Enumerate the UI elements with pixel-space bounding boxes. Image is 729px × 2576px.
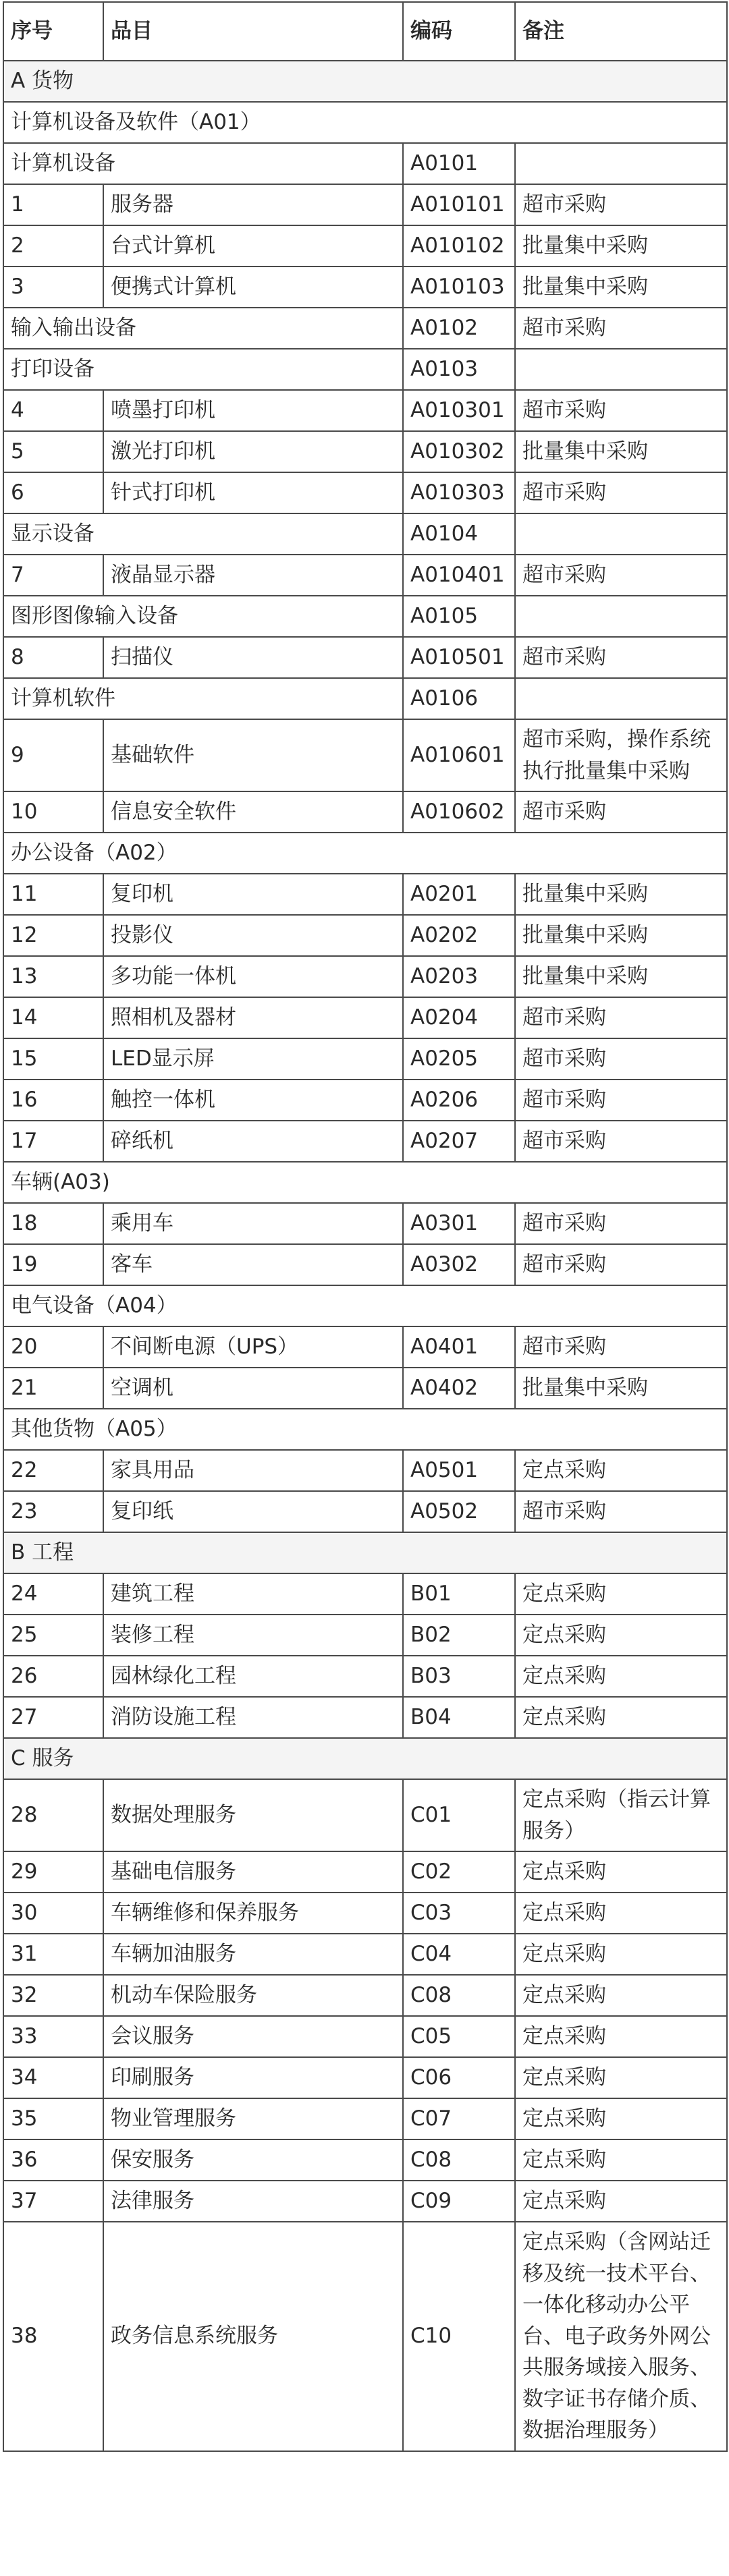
item-code: A0401 <box>403 1326 515 1368</box>
item-note: 批量集中采购 <box>515 267 727 308</box>
item-name: 信息安全软件 <box>103 791 403 833</box>
table-row <box>3 390 727 431</box>
item-code: C02 <box>403 1851 515 1893</box>
item-code: A0203 <box>403 956 515 997</box>
group-code: A0101 <box>403 143 515 184</box>
item-code: B01 <box>403 1573 515 1615</box>
table-row <box>3 1244 727 1285</box>
item-name: 保安服务 <box>103 2139 403 2181</box>
item-name: 碎纸机 <box>103 1121 403 1162</box>
item-no: 12 <box>3 915 103 956</box>
item-name: 车辆加油服务 <box>103 1934 403 1975</box>
item-no: 7 <box>3 555 103 596</box>
item-note: 定点采购 <box>515 2139 727 2181</box>
item-no: 38 <box>3 2222 103 2451</box>
item-code: A0204 <box>403 997 515 1038</box>
item-code: A0201 <box>403 874 515 915</box>
table-row <box>3 997 727 1038</box>
item-no: 26 <box>3 1656 103 1697</box>
group-label: 计算机设备 <box>3 143 403 184</box>
item-name: 投影仪 <box>103 915 403 956</box>
table-row <box>3 1893 727 1934</box>
table-row <box>3 1080 727 1121</box>
item-no: 11 <box>3 874 103 915</box>
subsection-row <box>3 102 727 143</box>
item-no: 13 <box>3 956 103 997</box>
table-row <box>3 1615 727 1656</box>
subsection-label: 其他货物（A05） <box>3 1409 727 1450</box>
item-no: 36 <box>3 2139 103 2181</box>
item-note: 定点采购 <box>515 2181 727 2222</box>
table-row <box>3 1450 727 1491</box>
item-name: 机动车保险服务 <box>103 1975 403 2016</box>
item-name: 家具用品 <box>103 1450 403 1491</box>
table-row <box>3 956 727 997</box>
header-name: 品目 <box>103 2 403 61</box>
item-name: LED显示屏 <box>103 1038 403 1080</box>
item-name: 便携式计算机 <box>103 267 403 308</box>
item-note: 超市采购 <box>515 637 727 678</box>
item-code: A010601 <box>403 719 515 791</box>
item-code: A010302 <box>403 431 515 472</box>
item-name: 液晶显示器 <box>103 555 403 596</box>
item-note: 批量集中采购 <box>515 915 727 956</box>
item-no: 14 <box>3 997 103 1038</box>
header-note: 备注 <box>515 2 727 61</box>
item-name: 法律服务 <box>103 2181 403 2222</box>
item-name: 消防设施工程 <box>103 1697 403 1738</box>
item-code: C10 <box>403 2222 515 2451</box>
table-row <box>3 637 727 678</box>
item-name: 复印纸 <box>103 1491 403 1532</box>
item-code: A0205 <box>403 1038 515 1080</box>
group-code: A0105 <box>403 596 515 637</box>
item-no: 6 <box>3 472 103 513</box>
item-note: 超市采购 <box>515 1121 727 1162</box>
group-label: 显示设备 <box>3 513 403 555</box>
item-note: 超市采购 <box>515 1080 727 1121</box>
item-name: 印刷服务 <box>103 2057 403 2098</box>
item-code: C08 <box>403 1975 515 2016</box>
section-label: C 服务 <box>3 1738 727 1779</box>
table-header-row <box>3 2 727 61</box>
item-note: 定点采购（含网站迁移及统一技术平台、一体化移动办公平台、电子政务外网公共服务域接入服务、数字证书存储介质、数据治理服务） <box>515 2222 727 2451</box>
item-name: 复印机 <box>103 874 403 915</box>
item-note: 定点采购 <box>515 1656 727 1697</box>
item-no: 29 <box>3 1851 103 1893</box>
item-code: C04 <box>403 1934 515 1975</box>
table-row <box>3 1975 727 2016</box>
item-code: C07 <box>403 2098 515 2139</box>
table-row <box>3 2098 727 2139</box>
table-row <box>3 2139 727 2181</box>
subsection-label: 办公设备（A02） <box>3 833 727 874</box>
section-row <box>3 61 727 102</box>
group-row <box>3 349 727 390</box>
item-code: B03 <box>403 1656 515 1697</box>
table-row <box>3 225 727 267</box>
item-no: 18 <box>3 1203 103 1244</box>
item-no: 3 <box>3 267 103 308</box>
item-code: A010303 <box>403 472 515 513</box>
table-row <box>3 1491 727 1532</box>
table-row <box>3 2016 727 2057</box>
item-name: 喷墨打印机 <box>103 390 403 431</box>
table-body <box>3 2 727 2451</box>
group-label: 输入输出设备 <box>3 308 403 349</box>
item-no: 21 <box>3 1368 103 1409</box>
item-name: 基础电信服务 <box>103 1851 403 1893</box>
table-row <box>3 1851 727 1893</box>
subsection-row <box>3 1285 727 1326</box>
item-name: 触控一体机 <box>103 1080 403 1121</box>
table-row <box>3 1121 727 1162</box>
item-code: A010102 <box>403 225 515 267</box>
item-code: C05 <box>403 2016 515 2057</box>
table-row <box>3 1573 727 1615</box>
item-note: 定点采购 <box>515 2057 727 2098</box>
item-name: 多功能一体机 <box>103 956 403 997</box>
item-name: 扫描仪 <box>103 637 403 678</box>
subsection-row <box>3 833 727 874</box>
item-note: 批量集中采购 <box>515 1368 727 1409</box>
item-code: C01 <box>403 1779 515 1851</box>
group-row <box>3 678 727 719</box>
group-note <box>515 143 727 184</box>
item-no: 17 <box>3 1121 103 1162</box>
item-code: A010101 <box>403 184 515 225</box>
subsection-label: 电气设备（A04） <box>3 1285 727 1326</box>
item-name: 车辆维修和保养服务 <box>103 1893 403 1934</box>
item-code: A0202 <box>403 915 515 956</box>
procurement-catalog-table <box>3 1 728 2452</box>
item-note: 超市采购 <box>515 555 727 596</box>
header-code: 编码 <box>403 2 515 61</box>
item-note: 超市采购 <box>515 997 727 1038</box>
item-note: 超市采购 <box>515 1244 727 1285</box>
group-code: A0103 <box>403 349 515 390</box>
item-note: 批量集中采购 <box>515 225 727 267</box>
group-note <box>515 349 727 390</box>
item-note: 超市采购 <box>515 1203 727 1244</box>
item-no: 22 <box>3 1450 103 1491</box>
group-note <box>515 596 727 637</box>
item-code: A010501 <box>403 637 515 678</box>
group-note: 超市采购 <box>515 308 727 349</box>
item-no: 28 <box>3 1779 103 1851</box>
item-no: 19 <box>3 1244 103 1285</box>
item-no: 4 <box>3 390 103 431</box>
item-note: 定点采购 <box>515 1975 727 2016</box>
table-row <box>3 1934 727 1975</box>
item-note: 超市采购 <box>515 1326 727 1368</box>
item-name: 客车 <box>103 1244 403 1285</box>
group-row <box>3 143 727 184</box>
item-code: A010103 <box>403 267 515 308</box>
table-row <box>3 1697 727 1738</box>
group-label: 打印设备 <box>3 349 403 390</box>
item-name: 照相机及器材 <box>103 997 403 1038</box>
item-name: 基础软件 <box>103 719 403 791</box>
item-note: 超市采购 <box>515 390 727 431</box>
group-row <box>3 513 727 555</box>
header-no: 序号 <box>3 2 103 61</box>
item-note: 定点采购 <box>515 1934 727 1975</box>
item-no: 34 <box>3 2057 103 2098</box>
group-label: 图形图像输入设备 <box>3 596 403 637</box>
item-no: 8 <box>3 637 103 678</box>
table-row <box>3 1038 727 1080</box>
item-no: 2 <box>3 225 103 267</box>
table-row <box>3 874 727 915</box>
item-note: 超市采购 <box>515 472 727 513</box>
item-code: A010602 <box>403 791 515 833</box>
group-code: A0104 <box>403 513 515 555</box>
item-name: 服务器 <box>103 184 403 225</box>
item-name: 园林绿化工程 <box>103 1656 403 1697</box>
item-name: 物业管理服务 <box>103 2098 403 2139</box>
item-note: 定点采购（指云计算服务） <box>515 1779 727 1851</box>
item-no: 31 <box>3 1934 103 1975</box>
item-no: 5 <box>3 431 103 472</box>
item-no: 24 <box>3 1573 103 1615</box>
table-row <box>3 184 727 225</box>
table-row <box>3 719 727 791</box>
item-note: 超市采购，操作系统执行批量集中采购 <box>515 719 727 791</box>
subsection-row <box>3 1409 727 1450</box>
item-name: 针式打印机 <box>103 472 403 513</box>
item-no: 37 <box>3 2181 103 2222</box>
item-note: 定点采购 <box>515 1851 727 1893</box>
table-row <box>3 472 727 513</box>
item-code: A0402 <box>403 1368 515 1409</box>
item-code: B02 <box>403 1615 515 1656</box>
item-note: 批量集中采购 <box>515 874 727 915</box>
group-row <box>3 596 727 637</box>
item-code: A0207 <box>403 1121 515 1162</box>
section-row <box>3 1532 727 1573</box>
item-note: 定点采购 <box>515 1615 727 1656</box>
table-row <box>3 915 727 956</box>
section-label: B 工程 <box>3 1532 727 1573</box>
item-name: 会议服务 <box>103 2016 403 2057</box>
item-name: 激光打印机 <box>103 431 403 472</box>
item-note: 定点采购 <box>515 1893 727 1934</box>
item-code: C03 <box>403 1893 515 1934</box>
item-name: 不间断电源（UPS） <box>103 1326 403 1368</box>
table-row <box>3 1368 727 1409</box>
subsection-label: 计算机设备及软件（A01） <box>3 102 727 143</box>
item-note: 超市采购 <box>515 791 727 833</box>
item-no: 30 <box>3 1893 103 1934</box>
table-row <box>3 555 727 596</box>
item-no: 10 <box>3 791 103 833</box>
group-row <box>3 308 727 349</box>
item-no: 27 <box>3 1697 103 1738</box>
item-no: 25 <box>3 1615 103 1656</box>
subsection-row <box>3 1162 727 1203</box>
group-code: A0106 <box>403 678 515 719</box>
item-no: 33 <box>3 2016 103 2057</box>
item-note: 批量集中采购 <box>515 431 727 472</box>
table-row <box>3 791 727 833</box>
table-row <box>3 2057 727 2098</box>
item-code: A010401 <box>403 555 515 596</box>
item-note: 超市采购 <box>515 1491 727 1532</box>
item-code: A0206 <box>403 1080 515 1121</box>
item-no: 32 <box>3 1975 103 2016</box>
table-row <box>3 2181 727 2222</box>
table-row <box>3 431 727 472</box>
item-code: B04 <box>403 1697 515 1738</box>
item-code: C06 <box>403 2057 515 2098</box>
item-no: 1 <box>3 184 103 225</box>
item-no: 35 <box>3 2098 103 2139</box>
item-no: 23 <box>3 1491 103 1532</box>
item-note: 批量集中采购 <box>515 956 727 997</box>
item-name: 空调机 <box>103 1368 403 1409</box>
item-note: 定点采购 <box>515 2016 727 2057</box>
section-label: A 货物 <box>3 61 727 102</box>
item-code: A0302 <box>403 1244 515 1285</box>
table-row <box>3 1656 727 1697</box>
item-no: 9 <box>3 719 103 791</box>
item-note: 超市采购 <box>515 184 727 225</box>
section-row <box>3 1738 727 1779</box>
item-code: C08 <box>403 2139 515 2181</box>
item-no: 20 <box>3 1326 103 1368</box>
table-row <box>3 1779 727 1851</box>
item-name: 乘用车 <box>103 1203 403 1244</box>
table-row <box>3 267 727 308</box>
item-name: 建筑工程 <box>103 1573 403 1615</box>
item-note: 超市采购 <box>515 1038 727 1080</box>
item-name: 政务信息系统服务 <box>103 2222 403 2451</box>
item-note: 定点采购 <box>515 2098 727 2139</box>
group-note <box>515 678 727 719</box>
table-row <box>3 1326 727 1368</box>
item-note: 定点采购 <box>515 1573 727 1615</box>
table-row <box>3 1203 727 1244</box>
item-name: 台式计算机 <box>103 225 403 267</box>
item-name: 数据处理服务 <box>103 1779 403 1851</box>
item-code: C09 <box>403 2181 515 2222</box>
item-note: 定点采购 <box>515 1450 727 1491</box>
item-code: A010301 <box>403 390 515 431</box>
group-code: A0102 <box>403 308 515 349</box>
item-code: A0502 <box>403 1491 515 1532</box>
item-no: 16 <box>3 1080 103 1121</box>
item-no: 15 <box>3 1038 103 1080</box>
item-code: A0501 <box>403 1450 515 1491</box>
item-note: 定点采购 <box>515 1697 727 1738</box>
group-note <box>515 513 727 555</box>
table-row <box>3 2222 727 2451</box>
group-label: 计算机软件 <box>3 678 403 719</box>
item-code: A0301 <box>403 1203 515 1244</box>
item-name: 装修工程 <box>103 1615 403 1656</box>
subsection-label: 车辆(A03) <box>3 1162 727 1203</box>
